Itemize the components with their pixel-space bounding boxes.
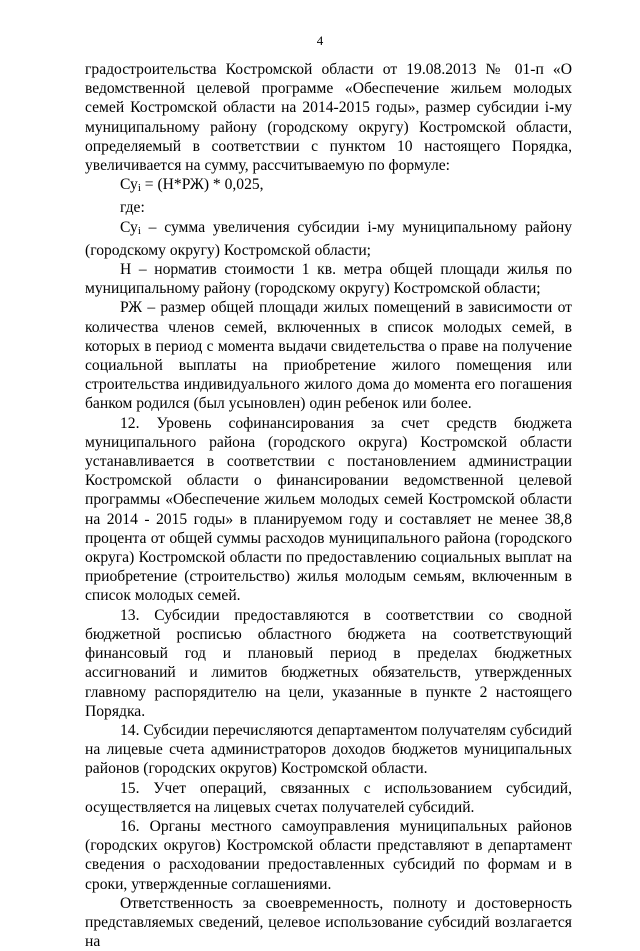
paragraph-14: 14. Субсидии перечисляются департаментом получателям субсидий на лицевые счета администраторов доходов бюджетов муниципальных районов (городских округов) Костромской области. bbox=[85, 721, 572, 778]
formula-where-label: где: bbox=[120, 199, 145, 217]
definition-su bbox=[85, 218, 572, 260]
definition-su-text: – сумма увеличения субсидии i-му муниципальному району (городскому округу) Костромской области; bbox=[85, 218, 572, 259]
paragraph-responsibility: Ответственность за своевременность, полноту и достоверность представляемых сведений, целевое использование субсидий возлагается на bbox=[85, 894, 572, 951]
definition-n: Н – норматив стоимости 1 кв. метра общей площади жилья по муниципальному району (городскому округу) Костромской области; bbox=[85, 261, 572, 298]
paragraph-16: 16. Органы местного самоуправления муниципальных районов (городских округов) Костромской области представляют в департамент сведения о расходовании предоставленных субсидий по формам и в сроки, утвержденные соглашениями. bbox=[85, 817, 572, 893]
formula-subscript: i bbox=[137, 182, 141, 195]
definition-su-term: Су bbox=[120, 218, 138, 236]
formula-symbol: Су bbox=[120, 176, 138, 194]
document-body bbox=[85, 60, 572, 951]
paragraph-intro-continuation: градостроительства Костромской области от 19.08.2013 № 01-п «О ведомственной целевой программе «Обеспечение жильем молодых семей Костромской области на 2014-2015 годы», размер субсидии i-му муниципальному району (городскому округу) Костромской области, определяемый в соответствии с пунктом 10 настоящего Порядка, увеличивается на сумму, рассчитываемую по формуле: bbox=[85, 61, 572, 175]
paragraph-15: 15. Учет операций, связанных с использованием субсидий, осуществляется на лицевых счетах получателей субсидий. bbox=[85, 779, 572, 816]
formula-expression: = (Н*РЖ) * 0,025, bbox=[140, 176, 264, 194]
paragraph-13: 13. Субсидии предоставляются в соответствии со сводной бюджетной росписью областного бюджета на соответствующий финансовый год и плановый период в пределах бюджетных ассигнований и лимитов бюджетных обязательств, утвержденных главному распорядителю на цели, указанные в пункте 2 настоящего Порядка. bbox=[85, 606, 572, 720]
page-number: 4 bbox=[316, 33, 324, 48]
definition-rzh: РЖ – размер общей площади жилых помещений в зависимости от количества членов семей, включенных в список молодых семей, в которых в период с момента выдачи свидетельства о праве на получение социальной выплаты на приобретение жилого помещения или строительства индивидуального жилого дома до момента его погашения банком родился (был усыновлен) один ребенок или более. bbox=[85, 299, 572, 413]
paragraph-12: 12. Уровень софинансирования за счет средств бюджета муниципального района (городского округа) Костромской области устанавливается в соответствии с постановлением администрации Костромской области о финансировании ведомственной целевой программы «Обеспечение жильем молодых семей Костромской области на 2014 - 2015 годы» в планируемом году и составляет не менее 38,8 процента от общей суммы расходов муниципального района (городского округа) Костромской области по предоставлению социальных выплат на приобретение (строительство) жилья молодым семьям, включенным в список молодых семей. bbox=[85, 414, 572, 605]
definition-su-subscript: i bbox=[137, 224, 141, 237]
formula bbox=[85, 175, 572, 198]
